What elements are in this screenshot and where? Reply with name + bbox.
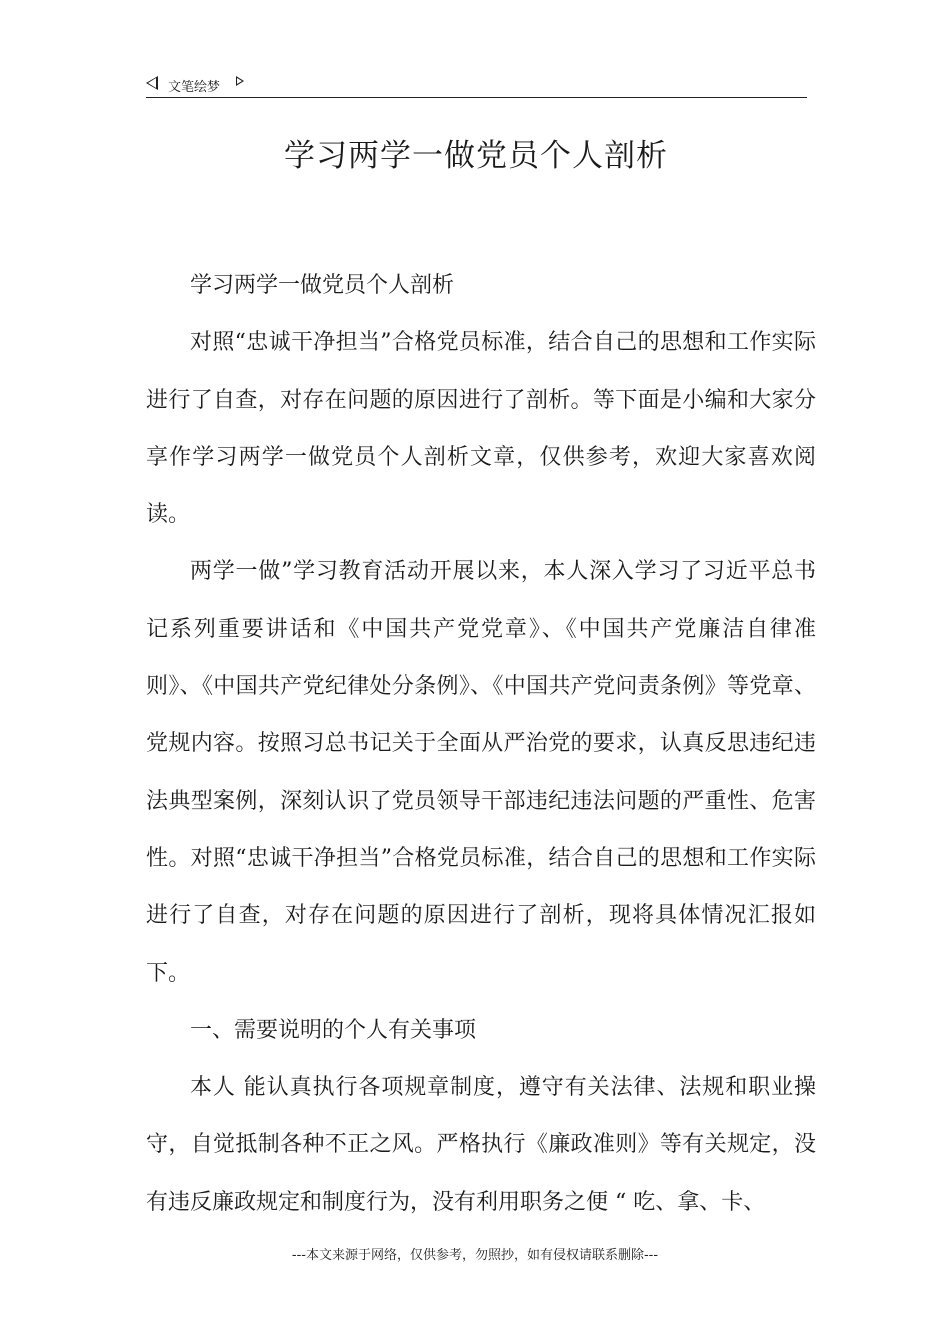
paragraph-section-1: 本人 能认真执行各项规章制度，遵守有关法律、法规和职业操守，自觉抵制各种不正之风。严格执行《廉政准则》等有关规定，没有违反廉政规定和制度行为，没有利用职务之便 “ 吃、拿、卡、 (146, 1075, 816, 1215)
document-body (146, 257, 816, 1231)
triangle-left-icon (146, 76, 158, 90)
paragraph-intro: 对照“忠诚干净担当”合格党员标准，结合自己的思想和工作实际进行了自查，对存在问题的原因进行了剖析。等下面是小编和大家分享作学习两学一做党员个人剖析文章，仅供参考，欢迎大家喜欢阅读。 (146, 330, 816, 528)
document-title: 学习两学一做党员个人剖析 (284, 138, 668, 174)
section-heading: 一、需要说明的个人有关事项 (190, 1017, 477, 1043)
footer-notice: ---本文来源于网络，仅供参考，勿照抄，如有侵权请联系删除--- (291, 1248, 659, 1263)
paragraph-background: 两学一做”学习教育活动开展以来，本人深入学习了习近平总书记系列重要讲话和《中国共产党党章》、《中国共产党廉洁自律准则》、《中国共产党纪律处分条例》、《中国共产党问责条例》等党章、党规内容。按照习总书记关于全面从严治党的要求，认真反思违纪违法典型案例，深刻认识了党员领导干部违纪违法问题的严重性、危害性。对照“忠诚干净担当”合格党员标准，结合自己的思想和工作实际进行了自查，对存在问题的原因进行了剖析，现将具体情况汇报如下。 (146, 559, 816, 986)
paragraph-subtitle: 学习两学一做党员个人剖析 (190, 273, 455, 298)
page-header (146, 72, 806, 98)
triangle-right-icon (236, 76, 244, 86)
header-divider (146, 97, 807, 98)
header-brand: 文笔绘梦 (168, 80, 221, 95)
